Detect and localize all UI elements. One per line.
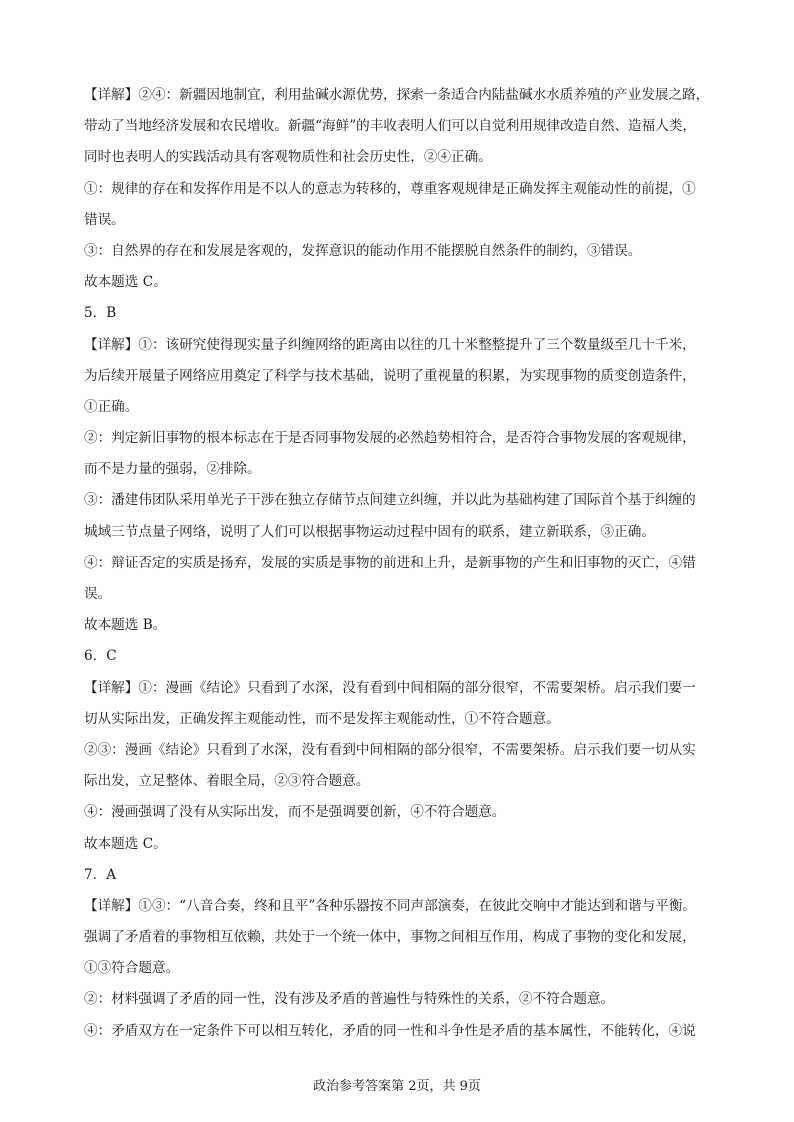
text-line: ④：漫画强调了没有从实际出发，而不是强调要创新，④不符合题意。 bbox=[84, 804, 506, 821]
text-line: 【详解】①③：“八音合奏，终和且平”各种乐器按不同声部演奏，在彼此交响中才能达到和谐与平衡。 bbox=[84, 897, 697, 914]
text-line: 误。 bbox=[84, 586, 112, 602]
text-line: 城域三节点量子网络，说明了人们可以根据事物运动过程中固有的联系，建立新联系，③正确。 bbox=[84, 523, 655, 540]
text-line: 同时也表明人的实践活动具有客观物质性和社会历史性，②④正确。 bbox=[84, 149, 492, 166]
text-line: 【详解】②④：新疆因地制宜，利用盐碱水源优势，探索一条适合内陆盐碱水水质养殖的产业发展之路， bbox=[84, 87, 710, 103]
text-line: 际出发，立足整体、着眼全局，②③符合题意。 bbox=[84, 773, 370, 790]
text-line: ④：矛盾双方在一定条件下可以相互转化，矛盾的同一性和斗争性是矛盾的基本属性，不能转化，④说 bbox=[84, 1022, 696, 1039]
text-line: ①：规律的存在和发挥作用是不以人的意志为转移的，尊重客观规律是正确发挥主观能动性的前提，① bbox=[84, 180, 696, 197]
text-line: ③：自然界的存在和发展是客观的，发挥意识的能动作用不能摆脱自然条件的制约，③错误。 bbox=[84, 242, 642, 259]
text-line: ②：材料强调了矛盾的同一性，没有涉及矛盾的普遍性与特殊性的关系，②不符合题意。 bbox=[84, 991, 615, 1008]
text-line: 强调了矛盾着的事物相互依赖，共处于一个统一体中，事物之间相互作用，构成了事物的变化和发展， bbox=[84, 929, 696, 946]
text-line: 故本题选 C。 bbox=[84, 835, 167, 852]
text-line: ②③：漫画《结论》只看到了水深，没有看到中间相隔的部分很窄，不需要架桥。启示我们要一切从实 bbox=[84, 741, 696, 758]
page-footer: 政治参考答案第 2页，共 9页 bbox=[313, 1079, 481, 1094]
text-line: 故本题选 C。 bbox=[84, 274, 167, 291]
question-number: 6．C bbox=[84, 648, 117, 665]
text-line: ①正确。 bbox=[84, 398, 139, 415]
answer-text bbox=[84, 85, 714, 1052]
text-line: 带动了当地经济发展和农民增收。新疆“海鲜”的丰收表明人们可以自觉利用规律改造自然、造福人类， bbox=[84, 118, 697, 135]
question-number: 5．B bbox=[84, 305, 117, 322]
text-line: ③：潘建伟团队采用单光子干涉在独立存储节点间建立纠缠，并以此为基础构建了国际首个基于纠缠的 bbox=[84, 492, 696, 509]
question-number: 7．A bbox=[84, 866, 117, 883]
text-line: ②：判定新旧事物的根本标志在于是否同事物发展的必然趋势相符合，是否符合事物发展的客观规律， bbox=[84, 430, 696, 447]
text-line: 切从实际出发，正确发挥主观能动性，而不是发挥主观能动性，①不符合题意。 bbox=[84, 710, 560, 727]
text-line: ①③符合题意。 bbox=[84, 960, 180, 977]
text-line: 为后续开展量子网络应用奠定了科学与技术基础，说明了重视量的积累，为实现事物的质变创造条件， bbox=[84, 367, 696, 384]
text-line: 而不是力量的强弱，②排除。 bbox=[84, 461, 261, 478]
text-line: 故本题选 B。 bbox=[84, 617, 167, 634]
text-line: 错误。 bbox=[84, 211, 125, 228]
text-line: 【详解】①：漫画《结论》只看到了水深，没有看到中间相隔的部分很窄，不需要架桥。启示我们要一 bbox=[84, 679, 696, 696]
text-line: 【详解】①：该研究使得现实量子纠缠网络的距离由以往的几十米整整提升了三个数量级至几十千米， bbox=[84, 336, 696, 353]
text-line: ④：辩证否定的实质是扬弃，发展的实质是事物的前进和上升，是新事物的产生和旧事物的灭亡，④错 bbox=[84, 554, 696, 571]
